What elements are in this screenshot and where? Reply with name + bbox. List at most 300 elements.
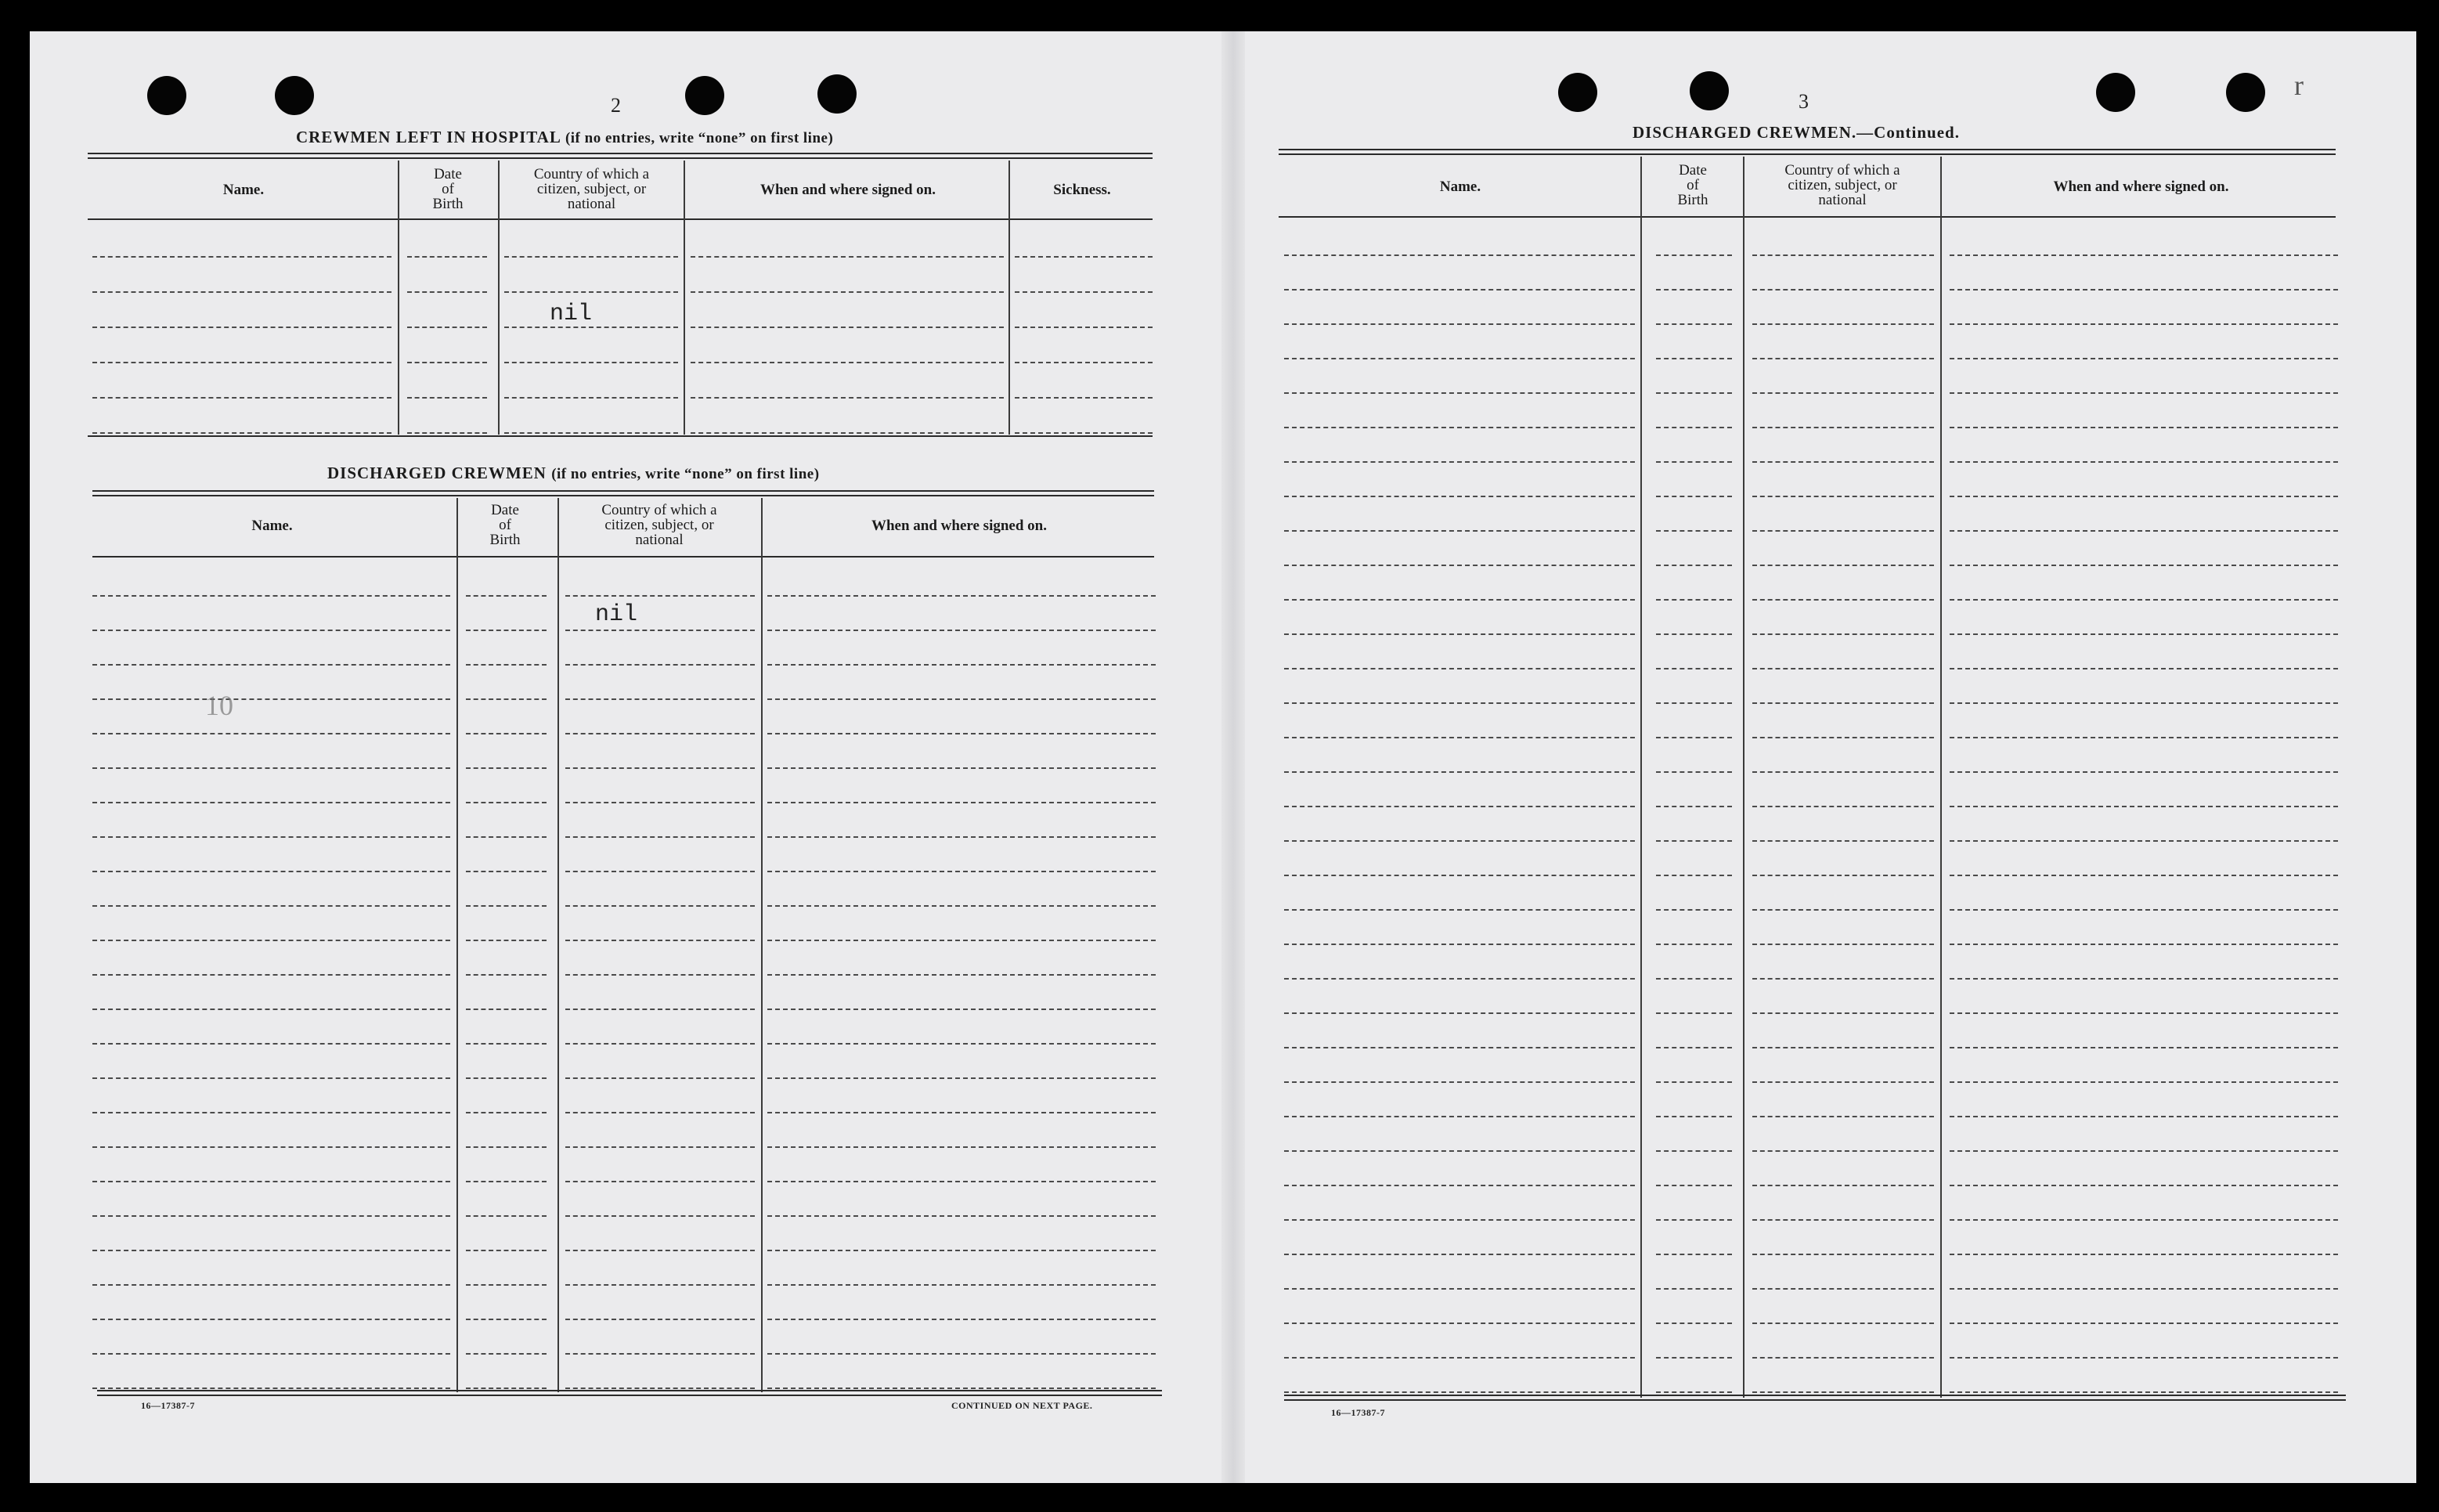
ruled-line	[1656, 599, 1732, 601]
ruled-line	[466, 1250, 547, 1251]
ruled-line	[1284, 875, 1635, 876]
ruled-line	[1752, 461, 1934, 463]
ruled-line	[466, 871, 547, 872]
ruled-line	[691, 362, 1004, 363]
ruled-line	[1656, 530, 1732, 532]
discharged-subtitle: (if no entries, write “none” on first line)	[551, 466, 820, 482]
ruled-line	[1950, 668, 2338, 669]
ruled-line	[1656, 1391, 1732, 1393]
ruled-line	[407, 256, 487, 258]
ruled-line	[1950, 1288, 2338, 1290]
ruled-line	[767, 1146, 1156, 1148]
ruled-line	[1950, 392, 2338, 394]
ruled-line	[565, 595, 755, 597]
ruled-line	[466, 1353, 547, 1355]
right-header-rule	[1279, 216, 2336, 218]
right-col-divider	[1640, 157, 1642, 1398]
ruled-line	[92, 1353, 450, 1355]
ruled-line	[1656, 1357, 1732, 1359]
ruled-line	[1752, 1185, 1934, 1186]
discharged-top-rule	[92, 490, 1154, 492]
right-col-divider	[1743, 157, 1744, 1398]
ruled-line	[1950, 427, 2338, 428]
ruled-line	[1284, 840, 1635, 842]
discharged-bottom-rule	[97, 1395, 1162, 1396]
ruled-line	[1656, 1254, 1732, 1255]
ruled-line	[466, 664, 547, 666]
ruled-line	[1950, 1150, 2338, 1152]
ruled-line	[691, 256, 1004, 258]
discharged-col-dob: Date of Birth	[489, 502, 521, 548]
ruled-line	[1950, 737, 2338, 738]
ruled-line	[1015, 362, 1153, 363]
ruled-line	[1752, 1288, 1934, 1290]
ruled-line	[1950, 1185, 2338, 1186]
punch-hole	[2226, 73, 2265, 112]
ruled-line	[1752, 702, 1934, 704]
ruled-line	[1752, 1254, 1934, 1255]
ruled-line	[767, 940, 1156, 941]
ruled-line	[691, 397, 1004, 399]
ruled-line	[1284, 1185, 1635, 1186]
ruled-line	[1950, 461, 2338, 463]
ruled-line	[767, 1009, 1156, 1010]
right-col-name: Name.	[1439, 179, 1481, 195]
ruled-line	[1950, 806, 2338, 807]
ruled-line	[565, 974, 755, 976]
ruled-line	[767, 1388, 1156, 1389]
ruled-line	[1950, 1012, 2338, 1014]
ruled-line	[1656, 668, 1732, 669]
discharged-section-title	[327, 464, 820, 483]
ruled-line	[1015, 397, 1153, 399]
ruled-line	[92, 1077, 450, 1079]
ruled-line	[92, 595, 450, 597]
ruled-line	[1752, 909, 1934, 911]
ruled-line	[92, 1146, 450, 1148]
ruled-line	[1752, 1012, 1934, 1014]
margin-mark: 10	[205, 690, 233, 721]
ruled-line	[1284, 254, 1635, 256]
ruled-line	[92, 974, 450, 976]
ruled-line	[767, 974, 1156, 976]
ruled-line	[767, 871, 1156, 872]
discharged-col-name: Name.	[251, 518, 293, 534]
ruled-line	[1656, 1081, 1732, 1083]
ruled-line	[1752, 1150, 1934, 1152]
ruled-line	[767, 664, 1156, 666]
ruled-line	[1015, 256, 1153, 258]
discharged-top-rule	[92, 495, 1154, 496]
right-bottom-rule	[1284, 1399, 2346, 1401]
ruled-line	[504, 256, 678, 258]
ruled-line	[1656, 737, 1732, 738]
ruled-line	[1284, 1219, 1635, 1221]
ruled-line	[565, 1353, 755, 1355]
ruled-line	[92, 397, 391, 399]
ruled-line	[466, 1043, 547, 1045]
ruled-line	[504, 362, 678, 363]
ruled-line	[1752, 1047, 1934, 1048]
ruled-line	[1656, 1219, 1732, 1221]
ruled-line	[1752, 633, 1934, 635]
ruled-line	[1284, 909, 1635, 911]
ruled-line	[92, 1043, 450, 1045]
hospital-col-sickness: Sickness.	[1053, 182, 1111, 198]
ruled-line	[1656, 771, 1732, 773]
ruled-line	[565, 664, 755, 666]
ruled-line	[1656, 944, 1732, 945]
ruled-line	[407, 327, 487, 328]
ruled-line	[1284, 806, 1635, 807]
form-number: 16—17387-7	[141, 1400, 195, 1411]
ruled-line	[466, 733, 547, 734]
ruled-line	[92, 1215, 450, 1217]
ruled-line	[1950, 840, 2338, 842]
punch-hole	[1690, 71, 1729, 110]
ruled-line	[1656, 496, 1732, 497]
ruled-line	[92, 1319, 450, 1320]
ruled-line	[1752, 1116, 1934, 1117]
continued-note: CONTINUED ON NEXT PAGE.	[951, 1400, 1093, 1411]
hospital-col-divider	[498, 161, 500, 435]
ruled-line	[767, 836, 1156, 838]
ruled-line	[1752, 530, 1934, 532]
ruled-line	[92, 1181, 450, 1182]
ruled-line	[1656, 1185, 1732, 1186]
ruled-line	[407, 362, 487, 363]
ruled-line	[1752, 496, 1934, 497]
ruled-line	[92, 836, 450, 838]
ruled-line	[92, 871, 450, 872]
ruled-line	[1656, 254, 1732, 256]
ruled-line	[565, 1319, 755, 1320]
ruled-line	[407, 291, 487, 293]
ruled-line	[92, 630, 450, 631]
ruled-line	[92, 362, 391, 363]
ruled-line	[1015, 291, 1153, 293]
ruled-line	[565, 733, 755, 734]
hospital-title: CREWMEN LEFT IN HOSPITAL	[296, 128, 561, 146]
ruled-line	[1656, 427, 1732, 428]
ruled-line	[565, 767, 755, 769]
ruled-line	[1950, 358, 2338, 359]
ruled-line	[1284, 1288, 1635, 1290]
ruled-line	[565, 1250, 755, 1251]
ruled-line	[504, 291, 678, 293]
right-top-rule	[1279, 149, 2336, 150]
ruled-line	[1284, 1081, 1635, 1083]
ruled-line	[466, 905, 547, 907]
ruled-line	[1752, 565, 1934, 566]
ruled-line	[466, 1215, 547, 1217]
ruled-line	[565, 1146, 755, 1148]
ruled-line	[92, 767, 450, 769]
ruled-line	[466, 1388, 547, 1389]
ruled-line	[466, 1319, 547, 1320]
hospital-col-divider	[1008, 161, 1010, 435]
ruled-line	[1752, 806, 1934, 807]
ruled-line	[1752, 1323, 1934, 1324]
ruled-line	[1656, 461, 1732, 463]
ruled-line	[1284, 944, 1635, 945]
ruled-line	[767, 1250, 1156, 1251]
ruled-line	[1656, 289, 1732, 290]
hospital-col-divider	[684, 161, 685, 435]
ruled-line	[767, 595, 1156, 597]
ruled-line	[1656, 875, 1732, 876]
ruled-line	[1284, 1012, 1635, 1014]
ruled-line	[92, 327, 391, 328]
ruled-line	[767, 1077, 1156, 1079]
discharged-title: DISCHARGED CREWMEN	[327, 464, 547, 482]
ruled-line	[92, 1009, 450, 1010]
ruled-line	[691, 327, 1004, 328]
ruled-line	[1284, 496, 1635, 497]
ruled-line	[466, 1181, 547, 1182]
ruled-line	[1656, 565, 1732, 566]
ruled-line	[1752, 771, 1934, 773]
hospital-top-rule	[88, 157, 1153, 159]
ruled-line	[1950, 1254, 2338, 1255]
ruled-line	[1284, 702, 1635, 704]
ruled-line	[767, 767, 1156, 769]
ruled-line	[565, 1181, 755, 1182]
ruled-line	[1284, 358, 1635, 359]
ruled-line	[691, 291, 1004, 293]
ruled-line	[92, 698, 450, 700]
ruled-line	[1656, 323, 1732, 325]
ruled-line	[1752, 392, 1934, 394]
ruled-line	[466, 1284, 547, 1286]
ruled-line	[1284, 737, 1635, 738]
ruled-line	[1752, 599, 1934, 601]
ruled-line	[1656, 909, 1732, 911]
ruled-line	[767, 1284, 1156, 1286]
ruled-line	[92, 291, 391, 293]
ruled-line	[466, 836, 547, 838]
ruled-line	[565, 630, 755, 631]
ruled-line	[1656, 1116, 1732, 1117]
ruled-line	[466, 630, 547, 631]
ruled-line	[1284, 633, 1635, 635]
hospital-col-dob: Date of Birth	[432, 166, 464, 212]
ruled-line	[565, 905, 755, 907]
ruled-line	[1284, 978, 1635, 980]
hospital-col-country: Country of which a citizen, subject, or national	[533, 166, 650, 212]
ruled-line	[767, 733, 1156, 734]
form-number: 16—17387-7	[1331, 1407, 1385, 1418]
ruled-line	[1752, 358, 1934, 359]
ruled-line	[92, 940, 450, 941]
hospital-bottom-rule	[88, 435, 1153, 437]
ruled-line	[1284, 461, 1635, 463]
ruled-line	[565, 802, 755, 803]
ruled-line	[565, 1388, 755, 1389]
ruled-line	[466, 974, 547, 976]
punch-hole	[2096, 73, 2135, 112]
ruled-line	[1950, 323, 2338, 325]
right-bottom-rule	[1284, 1395, 2346, 1396]
ruled-line	[1284, 1150, 1635, 1152]
ruled-line	[1284, 427, 1635, 428]
ruled-line	[1950, 565, 2338, 566]
ruled-line	[1950, 633, 2338, 635]
ruled-line	[1950, 289, 2338, 290]
hospital-col-signed-on: When and where signed on.	[759, 182, 936, 198]
ruled-line	[466, 595, 547, 597]
ruled-line	[504, 397, 678, 399]
ruled-line	[1950, 496, 2338, 497]
ruled-line	[1950, 1219, 2338, 1221]
ruled-line	[1950, 1081, 2338, 1083]
ruled-line	[92, 1284, 450, 1286]
ruled-line	[1950, 599, 2338, 601]
ruled-line	[1656, 1012, 1732, 1014]
ruled-line	[466, 767, 547, 769]
ruled-line	[466, 940, 547, 941]
ruled-line	[1950, 1391, 2338, 1393]
ruled-line	[92, 905, 450, 907]
ruled-line	[1284, 1047, 1635, 1048]
ruled-line	[1752, 668, 1934, 669]
ruled-line	[92, 1388, 450, 1389]
page-number: 2	[611, 94, 621, 117]
ruled-line	[1752, 944, 1934, 945]
right-top-rule	[1279, 153, 2336, 155]
ruled-line	[1752, 1219, 1934, 1221]
ruled-line	[1284, 1323, 1635, 1324]
ruled-line	[1950, 875, 2338, 876]
punch-hole	[685, 76, 724, 115]
ruled-line	[1284, 1116, 1635, 1117]
ruled-line	[1656, 1288, 1732, 1290]
ruled-line	[92, 432, 391, 434]
ruled-line	[1284, 530, 1635, 532]
ruled-line	[1284, 565, 1635, 566]
ruled-line	[1950, 1357, 2338, 1359]
ruled-line	[1752, 427, 1934, 428]
ruled-line	[1950, 1116, 2338, 1117]
ruled-line	[767, 1112, 1156, 1113]
ruled-line	[1752, 840, 1934, 842]
ruled-line	[1656, 702, 1732, 704]
ruled-line	[691, 432, 1004, 434]
ruled-line	[1950, 702, 2338, 704]
ruled-line	[1950, 909, 2338, 911]
ruled-line	[565, 836, 755, 838]
ruled-line	[466, 802, 547, 803]
ruled-line	[466, 1009, 547, 1010]
ruled-line	[767, 630, 1156, 631]
discharged-col-country: Country of which a citizen, subject, or national	[601, 502, 717, 548]
ruled-line	[565, 1284, 755, 1286]
ruled-line	[1284, 1254, 1635, 1255]
ruled-line	[92, 256, 391, 258]
punch-hole	[817, 74, 857, 114]
discharged-entry: nil	[595, 601, 638, 628]
ruled-line	[92, 1250, 450, 1251]
ruled-line	[565, 940, 755, 941]
ruled-line	[407, 397, 487, 399]
ruled-line	[1015, 432, 1153, 434]
discharged-col-divider	[557, 498, 559, 1392]
ruled-line	[1284, 599, 1635, 601]
ruled-line	[565, 1009, 755, 1010]
ruled-line	[92, 1112, 450, 1113]
ruled-line	[92, 664, 450, 666]
ruled-line	[1752, 254, 1934, 256]
punch-hole	[147, 76, 186, 115]
ruled-line	[1656, 358, 1732, 359]
ruled-line	[1656, 1047, 1732, 1048]
ruled-line	[565, 1043, 755, 1045]
ruled-line	[92, 802, 450, 803]
ruled-line	[767, 698, 1156, 700]
ruled-line	[1950, 530, 2338, 532]
right-col-divider	[1940, 157, 1942, 1398]
ruled-line	[767, 1215, 1156, 1217]
discharged-col-divider	[456, 498, 458, 1392]
corner-mark: r	[2294, 70, 2304, 101]
ruled-line	[1950, 978, 2338, 980]
ruled-line	[466, 698, 547, 700]
hospital-entry: nil	[550, 301, 593, 327]
hospital-col-divider	[398, 161, 399, 435]
ruled-line	[1752, 1357, 1934, 1359]
ruled-line	[1752, 289, 1934, 290]
ruled-line	[767, 1319, 1156, 1320]
discharged-header-rule	[92, 556, 1154, 558]
ruled-line	[1950, 1047, 2338, 1048]
ruled-line	[1950, 254, 2338, 256]
discharged-col-signed-on: When and where signed on.	[871, 518, 1047, 534]
ruled-line	[1752, 875, 1934, 876]
ruled-line	[1656, 1323, 1732, 1324]
ruled-line	[565, 698, 755, 700]
ruled-line	[1656, 392, 1732, 394]
discharged-bottom-rule	[97, 1390, 1162, 1391]
ruled-line	[1752, 737, 1934, 738]
ruled-line	[1950, 771, 2338, 773]
ruled-line	[1950, 944, 2338, 945]
ruled-line	[1752, 978, 1934, 980]
ruled-line	[1752, 323, 1934, 325]
ruled-line	[1284, 1357, 1635, 1359]
ruled-line	[466, 1146, 547, 1148]
right-section-title: DISCHARGED CREWMEN.—Continued.	[1633, 123, 1960, 142]
punch-hole	[275, 76, 314, 115]
ruled-line	[565, 1112, 755, 1113]
hospital-section-title	[296, 128, 833, 147]
ruled-line	[1656, 1150, 1732, 1152]
ruled-line	[407, 432, 487, 434]
hospital-subtitle: (if no entries, write “none” on first line)	[565, 130, 834, 146]
ruled-line	[92, 733, 450, 734]
ruled-line	[1656, 840, 1732, 842]
page-number: 3	[1799, 90, 1809, 113]
ruled-line	[1656, 978, 1732, 980]
hospital-top-rule	[88, 153, 1153, 154]
ruled-line	[565, 1077, 755, 1079]
right-col-country: Country of which a citizen, subject, or national	[1784, 162, 1900, 208]
ruled-line	[1284, 771, 1635, 773]
ruled-line	[1015, 327, 1153, 328]
right-col-dob: Date of Birth	[1677, 162, 1708, 208]
ruled-line	[1752, 1081, 1934, 1083]
ruled-line	[1284, 668, 1635, 669]
discharged-col-divider	[761, 498, 763, 1392]
